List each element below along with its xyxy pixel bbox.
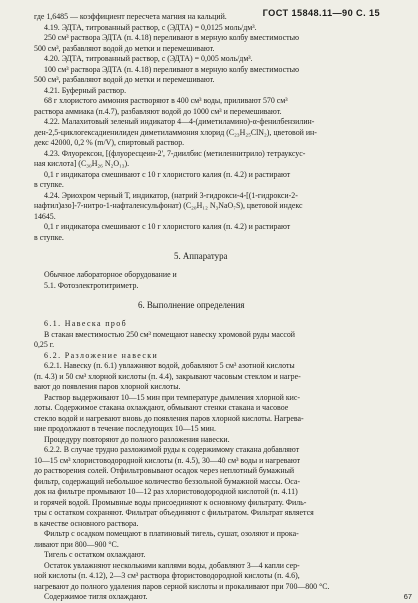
text-line: 6.2.1. Навеску (п. 6.1) увлажняют водой, добавляют 5 см³ азотной кислоты [44, 361, 295, 370]
text-line: вают до появления паров хлорной кислоты. [34, 382, 181, 391]
text-line: 0,25 г. [34, 340, 55, 349]
text-line: док на фильтре промывают 10—12 раз хлористоводородной кислотой (п. 4.11) [34, 487, 298, 496]
section-title: 6. Выполнение определения [138, 300, 245, 310]
text-line: Тигель с остатком охлаждают. [44, 550, 146, 559]
text-line: в качестве основного раствора. [34, 518, 139, 528]
text-line: фильтр, содержащий небольшое количество беззольной бумажной массы. Оса- [34, 476, 300, 486]
text-line: Фильтр с осадком помещают в платиновый тигель, сушат, озоляют и прока- [44, 529, 299, 538]
text-line: 4.24. Эриохром черный Т, индикатор, (натрий 3-гидрокси-4-[(1-гидрокси-2- [44, 190, 298, 200]
text-line: Содержимое тигля охлаждают. [44, 592, 148, 601]
text-line: 4.20. ЭДТА, титрованный раствор, c (ЭДТА) = 0,005 моль/дм³. [44, 54, 253, 63]
text-line: ной кислоты (п. 4.12), 2—3 см³ раствора фтористоводородной кислоты (п. 4.6), [34, 571, 300, 580]
text-line: В стакан вместимостью 250 см³ помещают навеску хромовой руды массой [44, 329, 296, 339]
text-line: нафтил)азо]-7-нитро-1-нафталенсульфонат) (C₂₀H₁₂ N₃NaO₇S), цветовой индекс [34, 201, 303, 210]
text-line: 5.1. Фотоэлектротитриметр. [44, 280, 139, 290]
text-line: 0,1 г индикатора смешивают с 10 г хлористого калия (п. 4.2) и растирают [44, 169, 291, 179]
text-line: Обычное лабораторное оборудование и [44, 270, 177, 279]
text-line: 4.19. ЭДТА, титрованный раствор, c (ЭДТА) = 0,0125 моль/дм³. [44, 22, 257, 32]
text-line: нагревают до полного удаления паров серной кислоты и прокаливают при 700—800 °C. [34, 581, 330, 591]
text-line: 0,1 г индикатора смешивают с 10 г хлористого калия (п. 4.2) и растирают [44, 222, 291, 231]
text-line: 4.23. Флуорексон, [(флуоресцеин-2', 7-диилбис (метиленнитрило) тетрауксус- [44, 148, 306, 158]
section-title: 5. Аппаратура [174, 251, 228, 261]
text-line: ливают при 800—900 °C. [34, 539, 119, 549]
text-line: 68 г хлористого аммония растворяют в 400 см³ воды, приливают 570 см³ [44, 96, 288, 105]
text-line: в ступке. [34, 180, 64, 189]
text-line: 4.22. Малахитовый зеленый индикатор 4—4-(диметиламино)-α-фенилбензилин- [44, 117, 315, 126]
text-line: 100 см³ раствора ЭДТА (п. 4.18) переливают в мерную колбу вместимостью [44, 64, 300, 74]
text-line: раствора аммиака (п.4.7), разбавляют водой до 1000 см³ и перемешивают. [34, 106, 282, 116]
text-line: 10—15 см³ хлористоводородной кислоты (п. 4.5), 30—40 см³ воды и нагревают [34, 455, 301, 465]
text-line: до растворения солей. Отфильтровывают осадок через неплотный бумажный [34, 466, 295, 475]
text-line: и горячей водой. Промывные воды присоединяют к основному фильтрату. Филь- [34, 497, 307, 507]
text-line: (п. 4.3) и 50 см³ хлорной кислоты (п. 4.4), закрывают часовым стеклом и нагре- [34, 371, 301, 381]
text-line: стекло водой и нагревают вновь до появления паров хлорной кислоты. Нагрева- [34, 413, 304, 423]
text-line: тры с остатком сохраняют. Фильтрат объединяют с фильтратом. Фильтрат является [34, 508, 314, 517]
page-number: 67 [403, 592, 412, 601]
text-line: 14645. [34, 211, 56, 221]
text-line: ден-2,5-циклогексадиенилиден диметиламмония хлорид (C₂₃H₂₅ClN₂), цветовой ин- [34, 127, 317, 137]
text-line: 6.1. Навеска проб [44, 319, 128, 328]
text-line: Раствор выдерживают 10—15 мин при температуре дымления хлорной кис- [44, 392, 301, 402]
text-line: 6.2. Разложение навески [44, 350, 159, 360]
text-line: декс 42000, 0,2 % (m/V), спиртовый раствор. [34, 138, 185, 147]
text-line: ние продолжают в течение последующих 10—15 мин. [34, 424, 216, 433]
text-line: в ступке. [34, 232, 64, 242]
page-header: ГОСТ 15848.11—90 С. 15 [262, 8, 380, 18]
text-line: Остаток увлажняют несколькими каплями воды, добавляют 3—4 капли сер- [44, 560, 300, 570]
text-line: где 1,6485 — коэффициент пересчета магния на кальций. [34, 12, 227, 21]
text-line: Процедуру повторяют до полного разложения навески. [44, 434, 230, 444]
text-line: лоты. Содержимое стакана охлаждают, обмывают стенки стакана и часовое [34, 403, 289, 412]
text-line: 6.2.2. В случае трудно разложимой руды к содержимому стакана добавляют [44, 445, 300, 454]
text-line: 250 см³ раствора ЭДТА (п. 4.18) переливают в мерную колбу вместимостью [44, 33, 300, 42]
text-line: 4.21. Буферный раствор. [44, 85, 127, 95]
text-line: 500 см³, разбавляют водой до метки и перемешивают. [34, 75, 215, 84]
text-line: ная кислота] (C₃₀H₂₆ N₂O₁₃). [34, 159, 130, 168]
text-line: 500 см³, разбавляют водой до метки и перемешивают. [34, 43, 215, 53]
